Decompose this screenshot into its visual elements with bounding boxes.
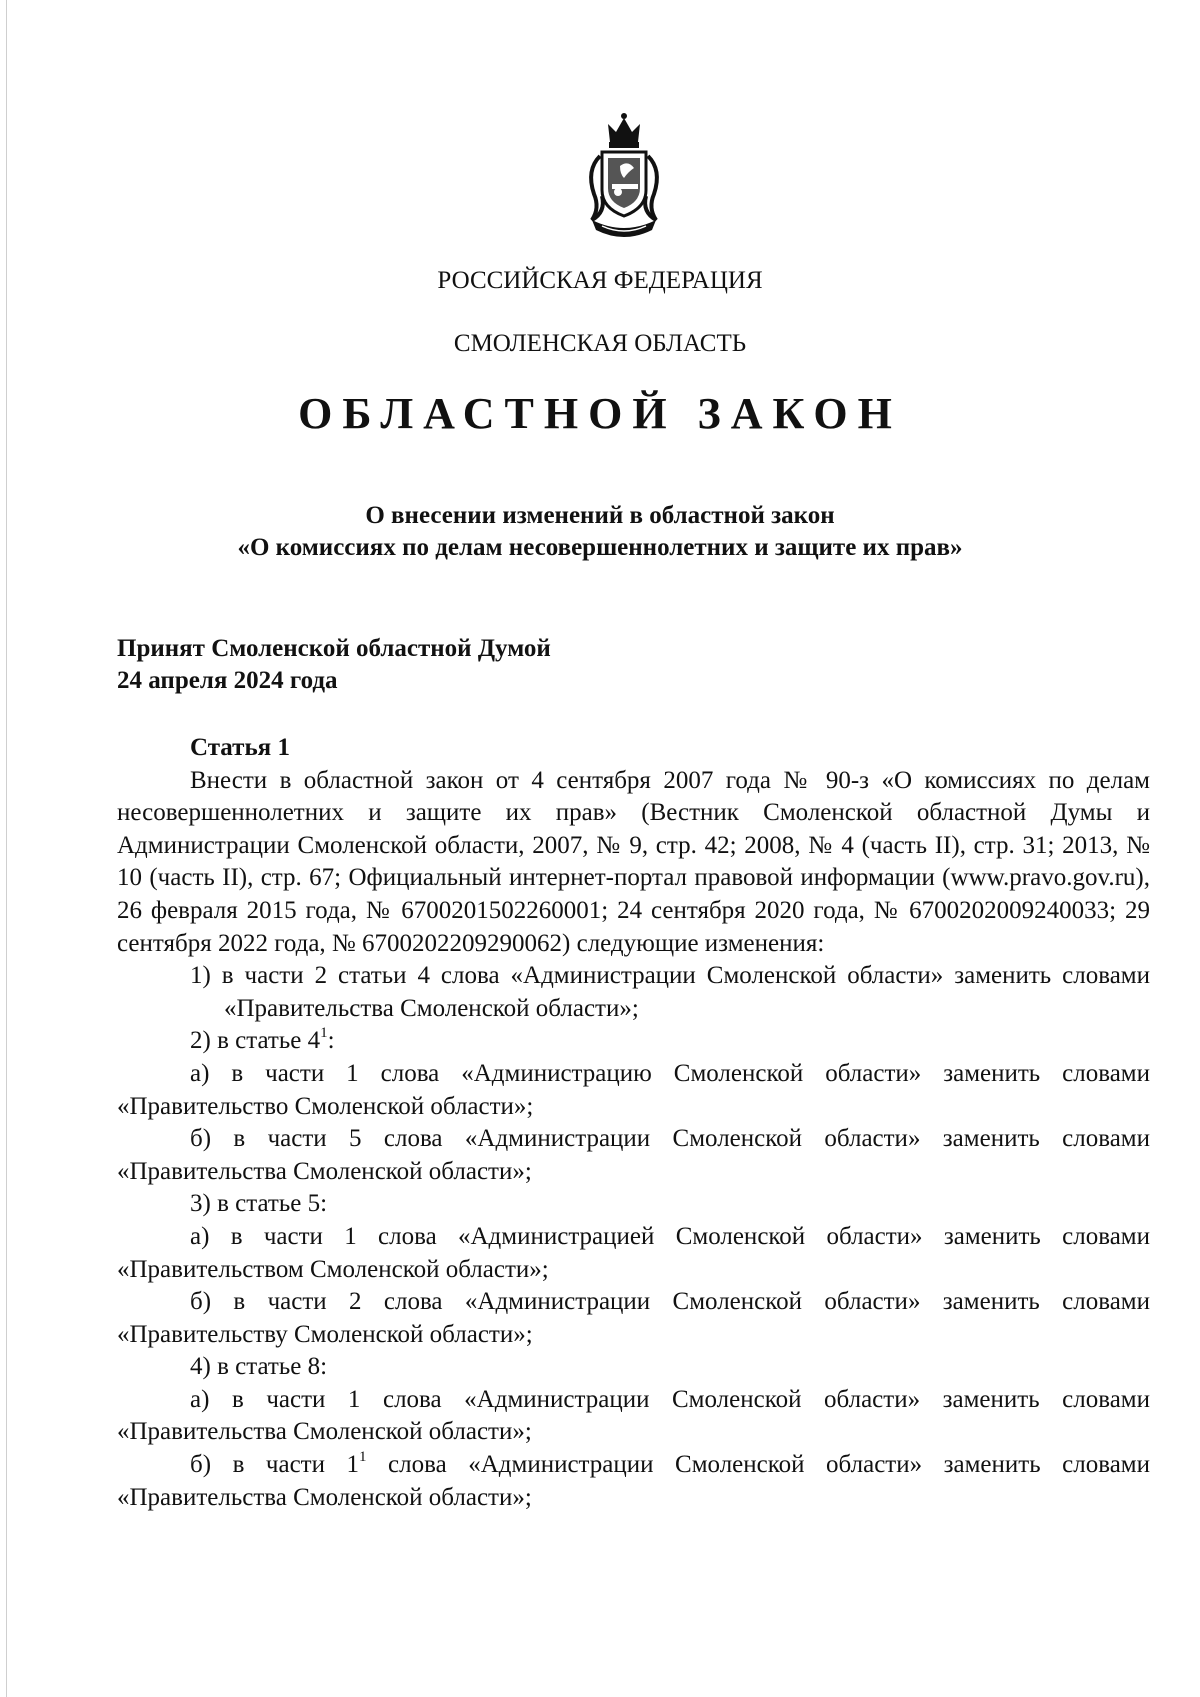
- law-title: [0, 500, 1200, 564]
- region-heading: СМОЛЕНСКАЯ ОБЛАСТЬ: [453, 330, 747, 357]
- law-title-line-2: «О комиссиях по делам несовершеннолетних и защите их прав»: [237, 534, 963, 561]
- list-item-2a: а) в части 1 слова «Администрацию Смоленской области» заменить словами «Правительство Смоленской области»;: [117, 1059, 1150, 1120]
- article-intro: Внести в областной закон от 4 сентября 2007 года № 90-з «О комиссиях по делам несовершеннолетних и защите их прав» (Вестник Смоленской областной Думы и Администрации Смоленской области, 2007, № 9, стр. 42; 2008, № 4 (часть II), стр. 31; 2013, № 10 (часть II), стр. 67; Официальный интернет-портал правовой информации (www.pravo.gov.ru), 26 февраля 2015 года, № 6700201502260001; 24 сентября 2020 года, № 6700202009240033; 29 сентября 2022 года, № 6700202209290062) следующие изменения:: [117, 766, 1150, 957]
- list-item-1: 1) в части 2 статьи 4 слова «Администрации Смоленской области» заменить словами «Правительства Смоленской области»;: [190, 962, 1150, 1022]
- list-item-4b: [117, 1449, 1150, 1514]
- country-heading: РОССИЙСКАЯ ФЕДЕРАЦИЯ: [437, 267, 763, 294]
- article-heading: Статья 1: [190, 734, 290, 761]
- list-item-2: [117, 1025, 1150, 1058]
- scan-edge-line: [6, 0, 7, 1697]
- list-item-4b-prefix: б) в части 1: [190, 1451, 360, 1479]
- list-item-4: 4) в статье 8:: [190, 1353, 328, 1381]
- law-title-line-1: О внесении изменений в областной закон: [365, 502, 835, 529]
- adoption-date: 24 апреля 2024 года: [117, 667, 338, 694]
- list-item-3: 3) в статье 5:: [190, 1190, 328, 1218]
- list-item-3a: а) в части 1 слова «Администрацией Смоленской области» заменить словами «Правительством Смоленской области»;: [117, 1222, 1150, 1283]
- coat-of-arms-smolensk-icon: [572, 112, 676, 248]
- list-item-4b-superscript: 1: [359, 1448, 367, 1465]
- list-item-2-suffix: :: [327, 1027, 335, 1055]
- list-item-2b: б) в части 5 слова «Администрации Смоленской области» заменить словами «Правительства Смоленской области»;: [117, 1125, 1150, 1185]
- article-1: [117, 732, 1150, 1514]
- list-item-3b: б) в части 2 слова «Администрации Смоленской области» заменить словами «Правительству Смоленской области»;: [117, 1288, 1150, 1348]
- document-type-heading: ОБЛАСТНОЙ ЗАКОН: [298, 389, 902, 438]
- adoption-info: [117, 633, 551, 697]
- list-item-4a: а) в части 1 слова «Администрации Смоленской области» заменить словами «Правительства Смоленской области»;: [117, 1385, 1150, 1446]
- adoption-body: Принят Смоленской областной Думой: [117, 635, 551, 662]
- list-item-2-superscript: 1: [320, 1025, 328, 1042]
- list-item-4b-suffix: слова «Администрации Смоленской области» заменить словами «Правительства Смоленской области»;: [117, 1451, 1150, 1511]
- list-item-2-prefix: 2) в статье 4: [190, 1027, 321, 1055]
